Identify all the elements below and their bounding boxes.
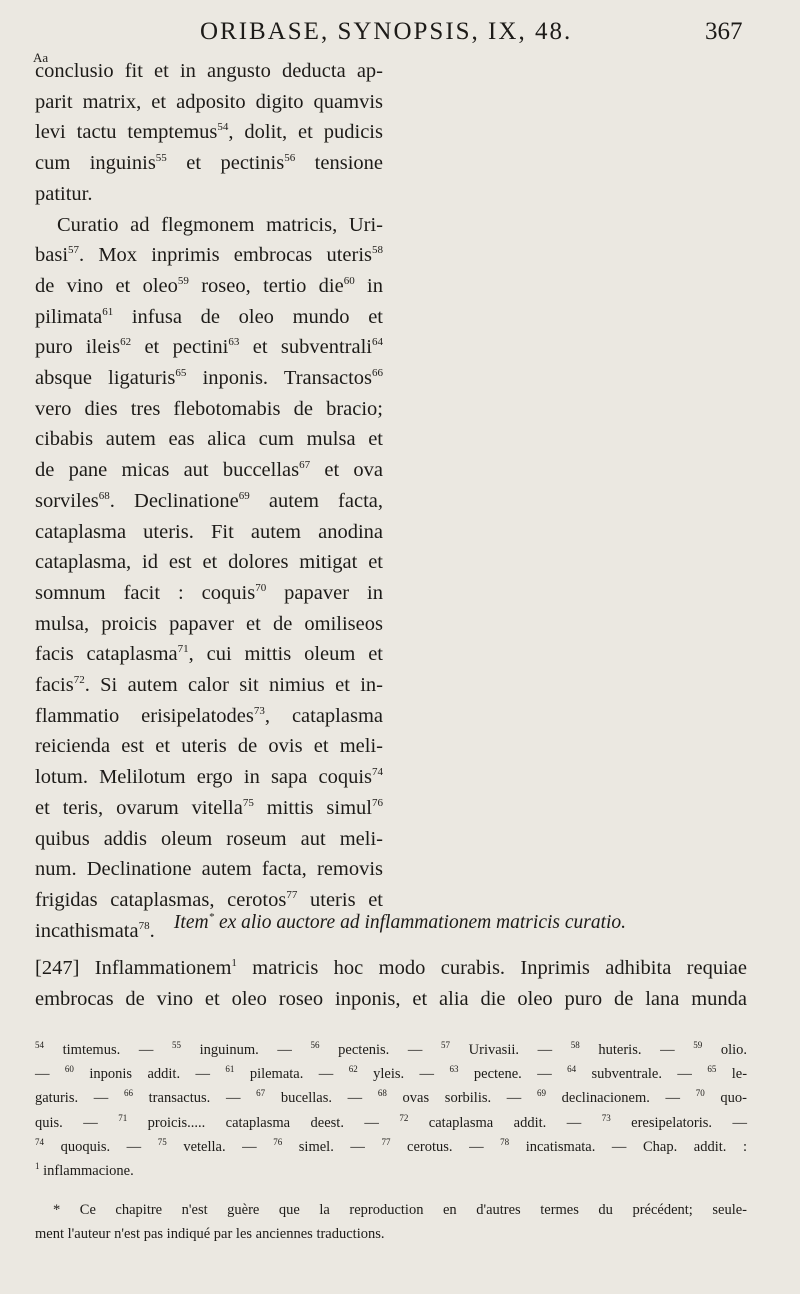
text-run: papaver in (266, 581, 383, 604)
text-run: pilimata (35, 305, 103, 328)
text-run: et ova (310, 459, 383, 482)
note-number: 67 (256, 1088, 266, 1099)
text-run: roseo, tertio die (188, 274, 344, 297)
note-text: olio. (702, 1042, 748, 1058)
note-text: cataplasma addit. — (408, 1114, 602, 1131)
text-run: flammatio erisipelatodes (35, 704, 254, 727)
text-run: cataplasma, id est et dolores mitigat et (35, 551, 383, 574)
text-line (35, 701, 383, 732)
note-number: 74 (35, 1136, 44, 1147)
text-run: et subventrali (239, 336, 372, 359)
note-text: proicis..... cataplasma deest. — (127, 1114, 400, 1131)
text-line (35, 148, 383, 179)
text-run: frigidas cataplasmas, cerotos (35, 888, 287, 911)
note-text: quoquis. — (44, 1138, 158, 1155)
text-run: somnum facit : coquis (35, 581, 256, 604)
footnote-line: * Ce chapitre n'est guère que la reproduction en d'autres termes du précédent; seule- (53, 1202, 747, 1218)
note-line (35, 1086, 747, 1110)
note-text: pectenis. — (319, 1042, 442, 1058)
text-run: de pane micas aut buccellas (35, 459, 300, 482)
note-text: bucellas. — (265, 1090, 378, 1107)
text-run: et teris, ovarum vitella (35, 796, 243, 819)
note-text: inflammacione. (39, 1163, 134, 1180)
text-line (35, 517, 383, 548)
text-line (35, 578, 383, 609)
note-text: inponis addit. — (73, 1066, 226, 1083)
text-line (35, 455, 383, 486)
text-run: in (354, 274, 383, 297)
running-header (0, 14, 800, 50)
note-ref: 56 (284, 152, 296, 165)
text-run: cataplasma uteris. Fit autem anodina (35, 520, 383, 543)
note-ref: 58 (372, 244, 383, 257)
note-number: 69 (537, 1088, 546, 1099)
text-line (35, 984, 747, 1015)
note-number: 1 (35, 1161, 40, 1172)
text-line (35, 210, 383, 241)
text-run: et pectini (131, 336, 229, 359)
text-run: infusa de oleo mundo et (113, 305, 383, 328)
note-number: 56 (310, 1040, 320, 1050)
note-ref: 55 (155, 152, 167, 165)
text-run: absque ligaturis (35, 367, 176, 390)
text-line (35, 639, 383, 670)
note-ref: 64 (371, 336, 383, 349)
signature-mark: Aa (33, 50, 49, 65)
text-run: cum inguinis (35, 152, 156, 175)
text-run: [247] Inflammationem (35, 957, 232, 979)
note-ref: 78 (138, 919, 150, 932)
text-run: patitur. (35, 182, 93, 205)
note-ref: 57 (68, 244, 80, 257)
note-number: 55 (171, 1040, 181, 1050)
note-text: eresipelatoris. — (610, 1114, 748, 1131)
note-line (35, 1038, 747, 1062)
note-text: le- (716, 1066, 748, 1083)
footnote-line: ment l'auteur n'est pas indiqué par les anciennes traductions. (35, 1226, 385, 1242)
note-ref: 72 (73, 674, 85, 687)
text-run: sorviles (35, 489, 99, 512)
page-number: 367 (705, 18, 743, 45)
note-number: 59 (693, 1040, 703, 1050)
note-number: 77 (381, 1136, 391, 1147)
note-text: quo- (704, 1090, 747, 1107)
note-ref: 59 (177, 274, 189, 287)
note-line (35, 1062, 747, 1086)
note-line (35, 1135, 747, 1159)
note-number: 63 (449, 1064, 459, 1075)
text-run: facis cataplasma (35, 643, 178, 666)
text-run: embrocas de vino et oleo roseo inponis, et alia die oleo puro de lana munda (35, 988, 747, 1010)
text-run: cibabis autem eas alica cum mulsa et (35, 428, 383, 451)
note-ref: 62 (120, 336, 132, 349)
text-line (35, 394, 383, 425)
note-number: 60 (64, 1064, 74, 1075)
text-run: puro ileis (35, 336, 121, 359)
note-number: 68 (377, 1088, 387, 1099)
note-text: inguinum. — (180, 1042, 311, 1058)
text-line (35, 854, 383, 885)
text-line (35, 363, 383, 394)
note-ref: 63 (228, 336, 240, 349)
note-ref: 66 (372, 367, 383, 380)
note-ref: 76 (372, 796, 383, 809)
text-line (35, 547, 383, 578)
note-number: 57 (441, 1040, 451, 1050)
note-text: incatismata. — Chap. addit. : (509, 1138, 747, 1155)
text-line (35, 87, 383, 118)
variant-notes (35, 1038, 747, 1183)
note-text: gaturis. — (35, 1090, 124, 1107)
note-ref: 1 (231, 957, 237, 969)
text-run: conclusio fit et in angusto deducta ap- (35, 60, 383, 82)
text-line (35, 486, 383, 517)
text-line (35, 953, 747, 984)
note-ref: 68 (98, 489, 110, 502)
text-line (35, 302, 383, 333)
text-run: basi (35, 244, 69, 267)
heading-asterisk: * (208, 911, 215, 923)
text-run: vero dies tres flebotomabis de bracio; (35, 397, 383, 420)
note-ref: 73 (253, 704, 265, 717)
text-run: autem facta, (249, 489, 383, 512)
text-line (35, 271, 383, 302)
text-line (35, 179, 383, 210)
text-run: levi tactu temptemus (35, 121, 218, 144)
note-ref: 61 (102, 305, 114, 318)
text-run: parit matrix, et adposito digito quamvis (35, 90, 383, 113)
note-ref: 70 (255, 581, 267, 594)
note-number: 61 (225, 1064, 235, 1075)
running-title: ORIBASE, SYNOPSIS, IX, 48. (200, 18, 573, 45)
note-text: pilemata. — (234, 1066, 349, 1083)
heading-item: Item (173, 912, 209, 933)
note-ref: 67 (299, 459, 311, 472)
note-text: pectene. — (458, 1066, 568, 1083)
note-number: 66 (123, 1088, 133, 1099)
text-line (35, 731, 383, 762)
text-run: . Mox inprimis embrocas uteris (79, 244, 372, 267)
text-run: matricis hoc modo curabis. Inprimis adhibita requiae (236, 957, 747, 979)
note-number: 65 (707, 1064, 717, 1075)
note-ref: 60 (343, 274, 355, 287)
text-run: reicienda est et uteris de ovis et meli- (35, 735, 383, 758)
body-text (35, 953, 747, 1015)
note-number: 73 (601, 1112, 611, 1123)
text-run: lotum. Melilotum ergo in sapa coquis (35, 766, 372, 789)
note-ref: 77 (286, 888, 298, 901)
text-run: Curatio ad flegmonem matricis, Uri- (57, 213, 383, 236)
text-run: , cui mittis oleum et (188, 643, 383, 666)
note-number: 54 (35, 1040, 44, 1050)
section-heading (0, 912, 800, 934)
text-run: tensione (295, 152, 383, 175)
text-line (35, 240, 383, 271)
text-run: , cataplasma (264, 704, 383, 727)
note-number: 76 (273, 1136, 283, 1147)
note-text: declinacionem. — (546, 1090, 696, 1107)
text-line (35, 793, 383, 824)
note-text: huteris. — (579, 1042, 694, 1058)
text-run: . Declinatione (109, 489, 239, 512)
note-text: yleis. — (357, 1066, 450, 1083)
note-number: 58 (570, 1040, 580, 1050)
note-ref: 71 (177, 643, 189, 656)
note-text: timtemus. — (44, 1042, 172, 1058)
text-run: mittis simul (253, 796, 372, 819)
text-run: inponis. Transactos (186, 367, 372, 390)
note-text: Urivasii. — (450, 1042, 571, 1058)
note-line (35, 1111, 747, 1135)
text-run: quibus addis oleum roseum aut meli- (35, 827, 383, 850)
text-run: num. Declinatione autem facta, removis (35, 858, 383, 881)
note-number: 72 (399, 1112, 409, 1123)
note-number: 71 (118, 1112, 128, 1123)
note-text: ovas sorbilis. — (386, 1090, 537, 1107)
text-run: , dolit, et pudicis (228, 121, 383, 144)
note-line (35, 1159, 747, 1183)
note-ref: 74 (372, 766, 383, 779)
note-text: — (35, 1066, 65, 1083)
text-line (35, 56, 383, 87)
note-text: quis. — (35, 1114, 119, 1131)
note-text: cerotus. — (390, 1138, 501, 1155)
text-run: . (149, 919, 155, 942)
editor-footnote (35, 1198, 747, 1246)
text-line (35, 670, 383, 701)
text-run: de vino et oleo (35, 274, 178, 297)
text-run: . Si autem calor sit nimius et in- (84, 674, 383, 697)
text-run: mulsa, proicis papaver et de omiliseos (35, 612, 383, 635)
heading-rest: ex alio auctore ad inflammationem matricis curatio. (214, 912, 627, 933)
note-number: 62 (348, 1064, 358, 1075)
note-number: 78 (500, 1136, 510, 1147)
text-line (35, 332, 383, 363)
note-number: 70 (695, 1088, 705, 1099)
note-text: simel. — (282, 1138, 382, 1155)
text-run: facis (35, 674, 74, 697)
note-text: vetella. — (166, 1138, 274, 1155)
text-line (35, 424, 383, 455)
note-number: 75 (157, 1136, 167, 1147)
text-run: incathismata (35, 919, 139, 942)
note-number: 64 (567, 1064, 577, 1075)
note-ref: 65 (175, 367, 187, 380)
note-text: subventrale. — (576, 1066, 708, 1083)
text-line (35, 824, 383, 855)
text-line (35, 609, 383, 640)
note-ref: 75 (242, 796, 254, 809)
text-run: uteris et (297, 888, 384, 911)
text-line (35, 762, 383, 793)
note-text: transactus. — (132, 1090, 257, 1107)
left-column-text (35, 56, 383, 946)
text-line (35, 117, 383, 148)
note-ref: 69 (238, 489, 250, 502)
text-run: et pectinis (166, 152, 285, 175)
note-ref: 54 (217, 121, 229, 134)
